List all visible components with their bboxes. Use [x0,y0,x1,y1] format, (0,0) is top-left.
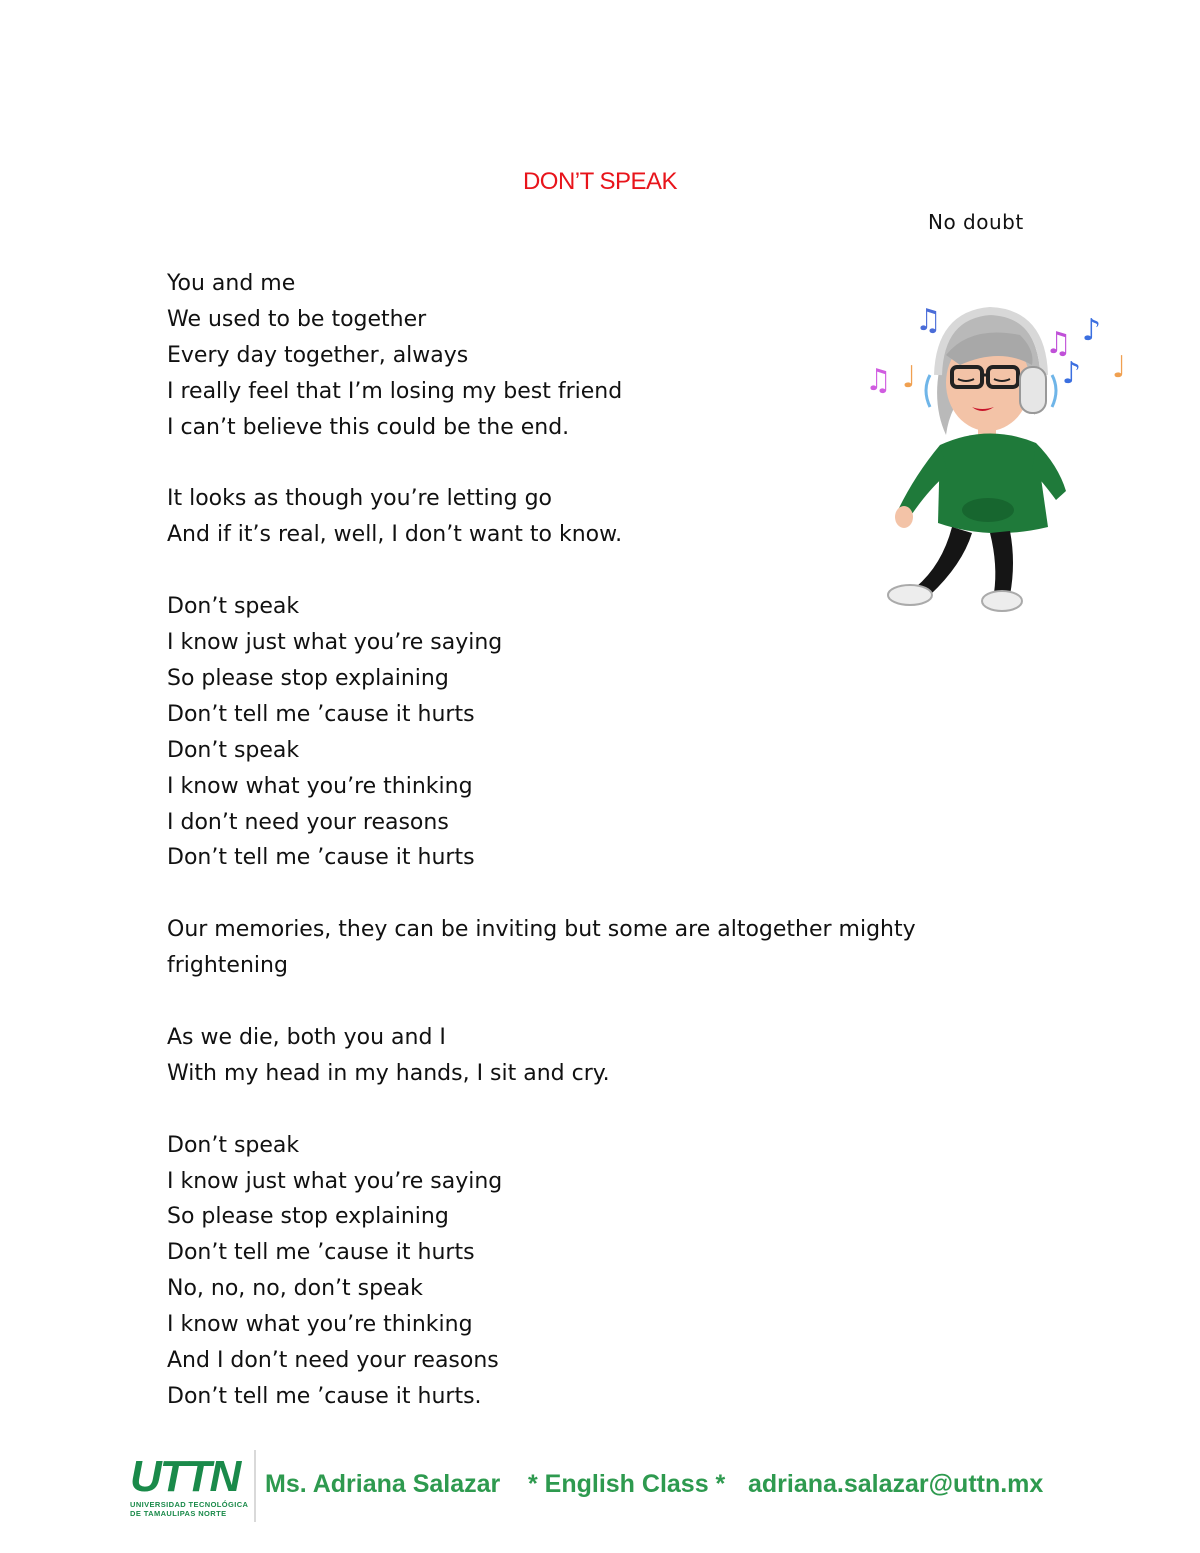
lyric-line: I can’t believe this could be the end. [167,414,570,440]
lyric-line: I know just what you’re saying [167,630,503,656]
lyric-line: Our memories, they can be inviting but some are altogether mighty frightening [167,917,916,979]
lyric-line: And I don’t need your reasons [167,1348,499,1374]
svg-text:♪: ♪ [1062,356,1082,391]
svg-text:♩: ♩ [1112,350,1127,385]
lyric-line: Don’t speak [167,1132,300,1158]
uttn-logo [128,1452,258,1520]
lyric-stanza [167,1020,1007,1092]
svg-text:♫: ♫ [1045,326,1072,361]
logo-subtext [130,1500,248,1518]
logo-wordmark: UTTN [130,1452,240,1501]
lyric-line: Don’t tell me ’cause it hurts [167,845,475,871]
lyric-line: Every day together, always [167,342,469,368]
lyric-line: You and me [167,271,296,296]
lyric-line: It looks as though you’re letting go [167,486,552,512]
lyric-stanza [167,1128,1007,1415]
lyric-line: With my head in my hands, I sit and cry. [167,1060,610,1086]
lyric-line: As we die, both you and I [167,1024,446,1050]
lyric-line: So please stop explaining [167,1204,449,1230]
logo-subtext-line-1: UNIVERSIDAD TECNOLÓGICA [130,1500,249,1509]
logo-subtext-line-2: DE TAMAULIPAS NORTE [130,1509,227,1518]
lyric-line: So please stop explaining [167,665,449,691]
lyric-line: Don’t speak [167,594,300,620]
artist-name: No doubt [928,210,1024,234]
teacher-name: Ms. Adriana Salazar [265,1470,501,1498]
lyric-line: We used to be together [167,306,427,332]
lyric-line: Don’t tell me ’cause it hurts [167,701,475,727]
lyric-line: I know what you’re thinking [167,1312,473,1338]
footer-divider [254,1450,256,1522]
lyric-line: Don’t tell me ’cause it hurts. [167,1384,482,1410]
footer [128,1448,1088,1524]
class-name: * English Class * [528,1470,726,1498]
lyric-line: I know what you’re thinking [167,773,473,799]
page-title: DON’T SPEAK [522,168,678,195]
svg-text:♫: ♫ [865,363,892,398]
lyric-line: I know just what you’re saying [167,1168,503,1194]
svg-text:♪: ♪ [1082,313,1102,348]
lyric-stanza [167,589,1007,876]
lyric-line: I don’t need your reasons [167,809,449,835]
svg-text:♩: ♩ [902,360,917,395]
avatar-with-headphones-illustration [860,295,1140,615]
lyric-line: Don’t tell me ’cause it hurts [167,1240,475,1266]
lyric-line: And if it’s real, well, I don’t want to know. [167,522,623,548]
lyric-line: Don’t speak [167,737,300,763]
lyric-line: No, no, no, don’t speak [167,1276,423,1302]
lyric-stanza [167,912,1007,984]
svg-text:♫: ♫ [915,303,942,338]
lyric-line: I really feel that I’m losing my best friend [167,378,623,404]
teacher-email: adriana.salazar@uttn.mx [748,1470,1044,1498]
